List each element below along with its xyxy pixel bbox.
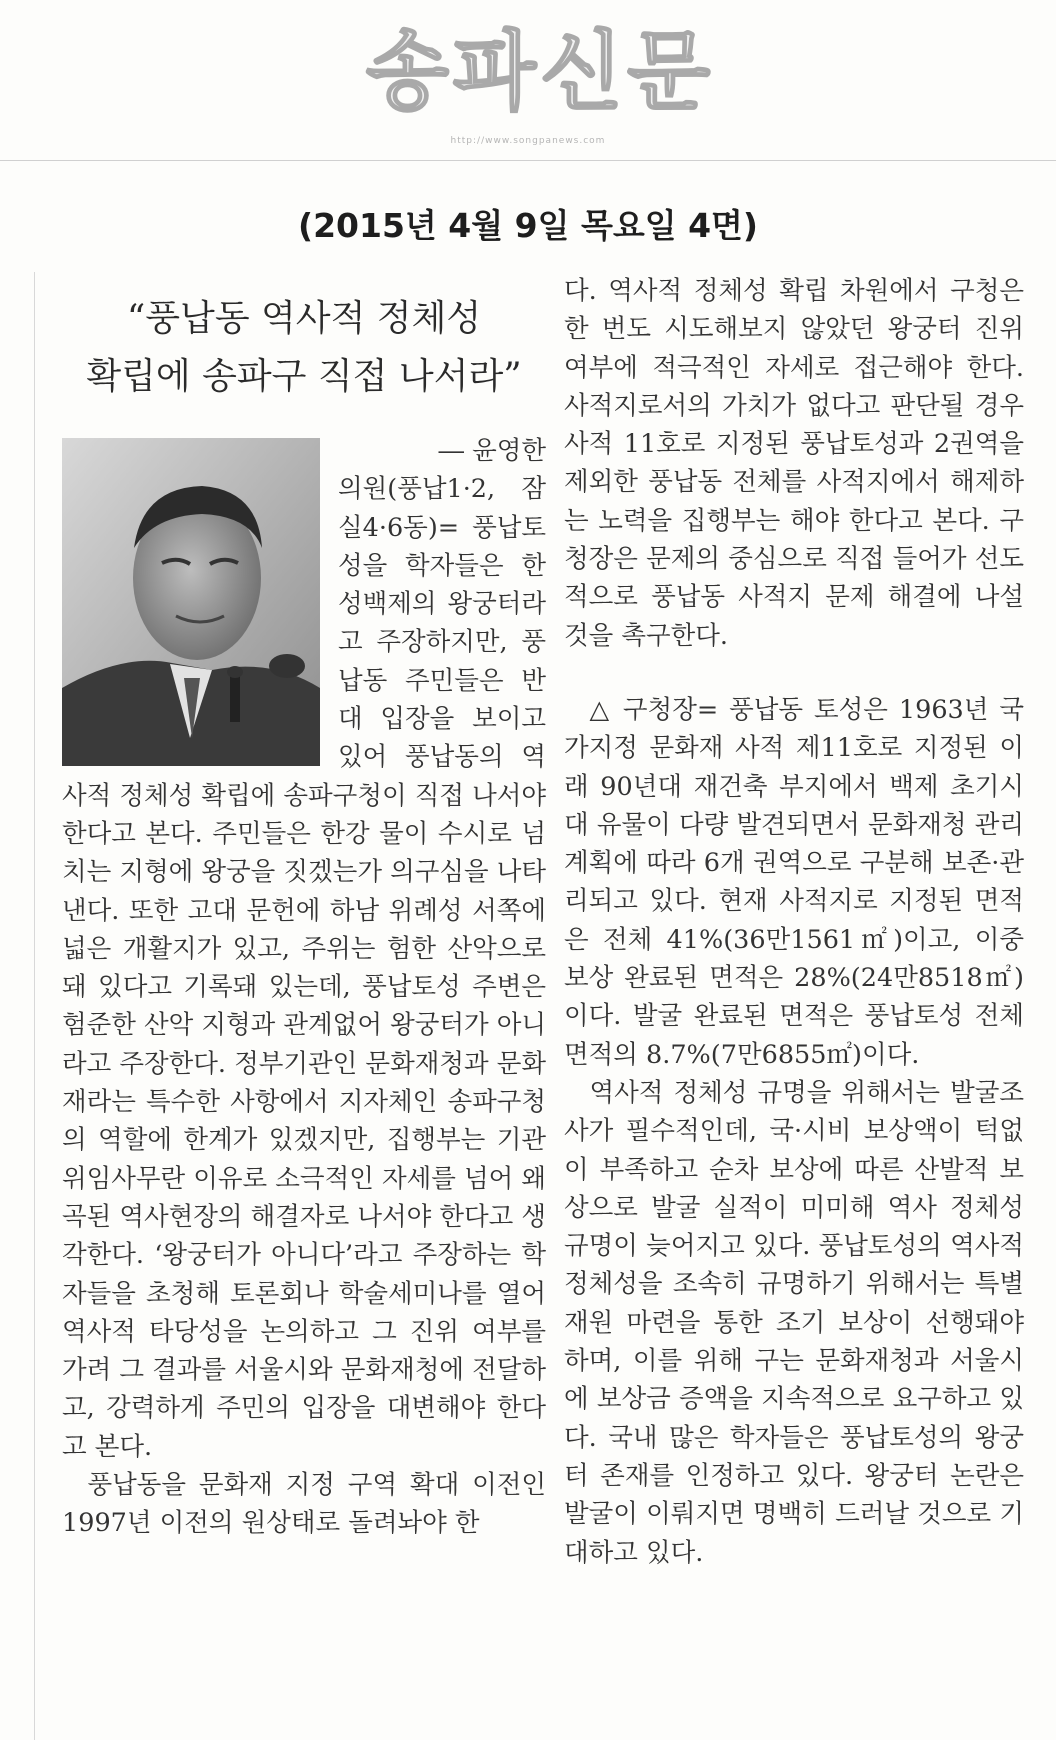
left-column <box>62 272 546 1543</box>
publication-date: (2015년 4월 9일 목요일 4면) <box>298 206 758 245</box>
newspaper-url: http://www.songpanews.com <box>450 136 606 146</box>
right-paragraph-3: 역사적 정체성 규명을 위해서는 발굴조사가 필수적인데, 국·시비 보상액이 턱없이 부족하고 순차 보상에 따른 산발적 보상으로 발굴 실적이 미미해 역사 정체성 규명이 늦어지고 있다. 풍납토성의 역사적 정체성을 조속히 규명하기 위해서는 특별 재원 마련을 통한 조기 보상이 선행돼야 하며, 이를 위해 구는 문화재청과 서울시에 보상금 증액을 지속적으로 요구하고 있다. 국내 많은 학자들은 풍납토성의 왕궁터 존재를 인정하고 있다. 왕궁터 논란은 발굴이 이뤄지면 명백히 드러날 것으로 기대하고 있다. <box>564 1077 1024 1568</box>
speaker-photo <box>62 438 320 766</box>
right-paragraph-1: 다. 역사적 정체성 확립 차원에서 구청은 한 번도 시도해보지 않았던 왕궁터 진위 여부에 적극적인 자세로 접근해야 한다. 사적지로서의 가치가 없다고 판단될 경우 사적 11호로 지정된 풍납토성과 2권역을 제외한 풍납동 전체를 사적지에서 해제하는 노력을 집행부는 해야 한다고 본다. 구청장은 문제의 중심으로 직접 들어가 선도적으로 풍납동 사적지 문제 해결에 나설 것을 촉구한다. <box>564 276 1024 651</box>
column-border <box>34 272 40 1740</box>
right-column <box>564 272 1024 1572</box>
headline-line-2: 확립에 송파구 직접 나서라” <box>86 356 522 397</box>
article <box>34 272 1024 1740</box>
right-paragraph-2: △ 구청장= 풍납동 토성은 1963년 국가지정 문화재 사적 제11호로 지정된 이래 90년대 재건축 부지에서 백제 초기시대 유물이 다량 발견되면서 문화재청 관리계획에 따라 6개 권역으로 구분해 보존·관리되고 있다. 현재 사적지로 지정된 면적은 전체 41%(36만1561㎡)이고, 이중 보상 완료된 면적은 28%(24만8518㎡)이다. 발굴 완료된 면적은 풍납토성 전체 면적의 8.7%(7만6855㎡)이다. <box>564 694 1024 1070</box>
headline <box>62 290 546 406</box>
left-paragraph-1: 의원(풍납1·2, 잠실4·6동)= 풍납토성을 학자들은 한성백제의 왕궁터라고 주장하지만, 풍납동 주민들은 반대 입장을 보이고 있어 풍납동의 역사적 정체성 확립에 송파구청이 직접 나서야 한다고 본다. 주민들은 한강 물이 수시로 넘치는 지형에 왕궁을 짓겠는가 의구심을 나타낸다. 또한 고대 문헌에 하남 위례성 서쪽에 넓은 개활지가 있고, 주위는 험한 산악으로 돼 있다고 기록돼 있는데, 풍납토성 주변은 험준한 산악 지형과 관계없어 왕궁터가 아니라고 주장한다. 정부기관인 문화재청과 문화재라는 특수한 사항에서 지자체인 송파구청의 역할에 한계가 있겠지만, 집행부는 기관위임사무란 이유로 소극적인 자세를 넘어 왜곡된 역사현장의 해결자로 나서야 한다고 생각한다. ‘왕궁터가 아니다’라고 주장하는 학자들을 초청해 토론회나 학술세미나를 열어 역사적 타당성을 논의하고 그 진위 여부를 가려 그 결과를 서울시와 문화재청에 전달하고, 강력하게 주민의 입장을 대변해야 한다고 본다. <box>62 474 546 1462</box>
masthead-divider <box>0 160 1056 161</box>
byline: ― 윤영한 <box>438 436 546 466</box>
masthead <box>0 0 1056 170</box>
headline-line-1: “풍납동 역사적 정체성 <box>126 298 482 339</box>
left-paragraph-2: 풍납동을 문화재 지정 구역 확대 이전인 1997년 이전의 원상태로 돌려놔야 한 <box>62 1470 546 1539</box>
paragraph-gap <box>564 655 1024 691</box>
newspaper-logo: 송파신문 <box>365 22 715 122</box>
